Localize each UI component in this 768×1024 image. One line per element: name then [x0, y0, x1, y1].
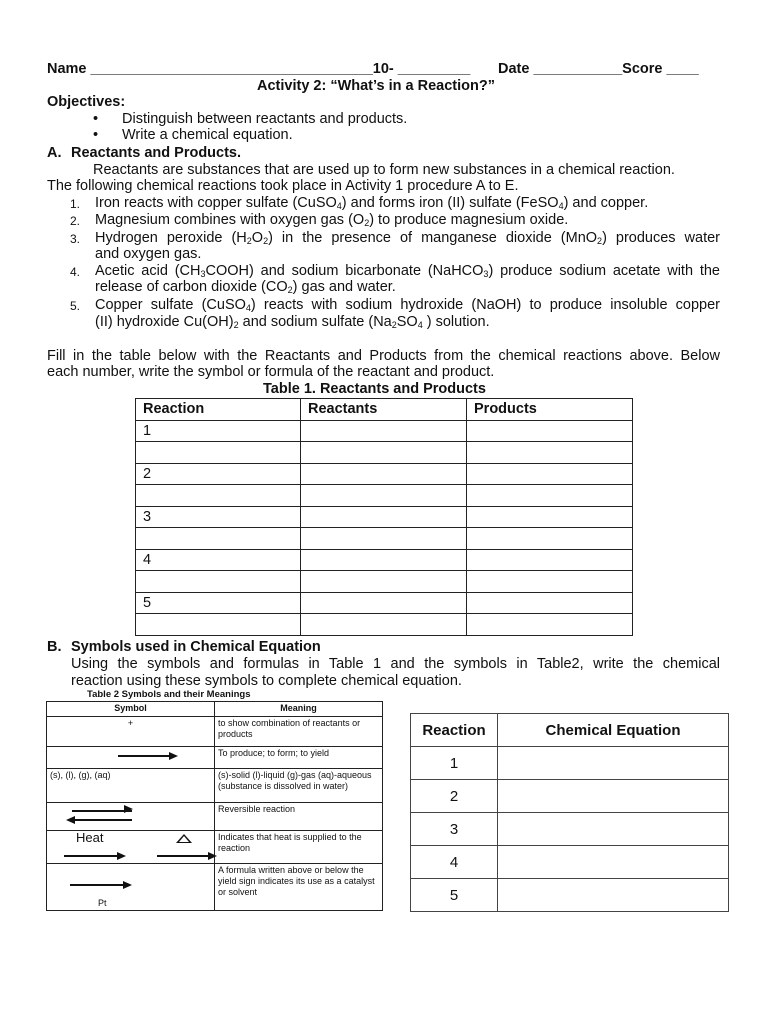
yield-arrow-icon: [70, 881, 132, 889]
activity-title: Activity 2: “What’s in a Reaction?”: [257, 78, 495, 94]
meaning-cell: A formula written above or below the yield sign indicates its use as a catalyst or solvent: [215, 864, 383, 911]
equation-cell[interactable]: [498, 813, 729, 846]
meaning-cell: to show combination of reactants or products: [215, 717, 383, 747]
fill-instructions-2: each number, write the symbol or formula of the reactant and product.: [47, 364, 495, 380]
reactants-cell[interactable]: [301, 528, 467, 550]
heat-label: Heat: [76, 830, 104, 845]
blank-cell[interactable]: [136, 485, 301, 507]
blank-cell[interactable]: [136, 528, 301, 550]
reactants-cell[interactable]: [301, 420, 467, 442]
name-line[interactable]: Name ___________________________________10- _________: [47, 61, 471, 77]
reaction-text-3: Hydrogen peroxide $(H_2O_2)$ in the presence of manganese dioxide (MnO$_2$) produces water: [95, 230, 720, 246]
reaction-number: 3.: [70, 232, 81, 246]
products-cell[interactable]: [467, 549, 633, 571]
section-a-intro: Reactants are substances that are used up to form new substances in a chemical reaction.: [93, 162, 675, 178]
section-b-letter: B.: [47, 639, 62, 655]
meaning-cell: Indicates that heat is supplied to the reaction: [215, 831, 383, 864]
products-cell[interactable]: [467, 571, 633, 593]
meaning-cell: To produce; to form; to yield: [215, 747, 383, 769]
fill-instructions: Fill in the table below with the Reactants and Products from the chemical reactions above. Below: [47, 348, 720, 364]
blank-cell[interactable]: [136, 571, 301, 593]
products-cell[interactable]: [467, 528, 633, 550]
date-score-line[interactable]: Date ___________Score ____: [498, 61, 699, 77]
reaction-number-cell: 1: [411, 747, 498, 780]
bullet-icon: •: [93, 111, 99, 127]
yield-arrow-icon: [157, 852, 217, 860]
reaction-number-cell: 5: [411, 879, 498, 912]
reaction-number-cell: 5: [136, 592, 301, 614]
reactants-cell[interactable]: [301, 614, 467, 636]
reactants-cell[interactable]: [301, 549, 467, 571]
section-a-heading: Reactants and Products.: [71, 145, 242, 161]
equation-cell[interactable]: [498, 747, 729, 780]
reactants-cell[interactable]: [301, 592, 467, 614]
products-cell[interactable]: [467, 463, 633, 485]
reactants-products-table: [135, 398, 633, 636]
reaction-text-2: Magnesium combines with oxygen gas $(O_2)$ to produce magnesium oxide.: [95, 212, 569, 228]
equation-cell[interactable]: [498, 780, 729, 813]
catalyst-symbol-cell: [47, 864, 215, 911]
section-b-heading: Symbols used in Chemical Equation: [71, 639, 321, 655]
reactants-cell[interactable]: [301, 506, 467, 528]
reactants-cell[interactable]: [301, 442, 467, 464]
symbols-table: [46, 701, 383, 911]
reaction-number-cell: 3: [411, 813, 498, 846]
products-cell[interactable]: [467, 592, 633, 614]
blank-cell[interactable]: [136, 614, 301, 636]
bullet-icon: •: [93, 127, 99, 143]
reaction-text-5: Copper sulfate (CuSO$_4$) reacts with sodium hydroxide (NaOH) to produce insoluble copper: [95, 297, 720, 313]
reaction-text-4b: release of carbon dioxide $(CO_2)$ gas and water.: [95, 279, 396, 295]
reversible-arrow-cell: [47, 803, 215, 831]
section-a-intro-2: The following chemical reactions took place in Activity 1 procedure A to E.: [47, 178, 519, 194]
table-header: Reactants: [301, 399, 467, 421]
section-b-instructions-2: reaction using these symbols to complete chemical equation.: [71, 673, 462, 689]
table2-caption: Table 2 Symbols and their Meanings: [87, 689, 251, 700]
reaction-number-cell: 4: [136, 549, 301, 571]
catalyst-label: Pt: [98, 898, 107, 908]
reaction-number-cell: 3: [136, 506, 301, 528]
products-cell[interactable]: [467, 614, 633, 636]
table-header: Reaction: [411, 714, 498, 747]
reaction-number-cell: 2: [136, 463, 301, 485]
table-header: Meaning: [215, 702, 383, 717]
objective-item: Write a chemical equation.: [122, 127, 293, 143]
chemical-equation-table: [410, 713, 729, 912]
table-header: Reaction: [136, 399, 301, 421]
table1-caption: Table 1. Reactants and Products: [263, 381, 486, 397]
reaction-text-5b: (II) hydroxide $Cu(OH)_2$ and sodium sulfate ($Na_2SO_4$ ) solution.: [95, 314, 490, 330]
section-b-instructions: Using the symbols and formulas in Table 1 and the symbols in Table2, write the chemical: [71, 656, 720, 672]
products-cell[interactable]: [467, 420, 633, 442]
reactants-cell[interactable]: [301, 463, 467, 485]
yield-arrow-icon: [118, 752, 178, 760]
reaction-number: 2.: [70, 214, 81, 228]
section-a-letter: A.: [47, 145, 62, 161]
reaction-number-cell: 1: [136, 420, 301, 442]
reaction-number: 5.: [70, 299, 81, 313]
reaction-number-cell: 4: [411, 846, 498, 879]
products-cell[interactable]: [467, 485, 633, 507]
yield-arrow-icon: [64, 852, 126, 860]
reaction-text-1: Iron reacts with copper sulfate (CuSO$_4$) and forms iron (II) sulfate (FeSO$_4$) and copper.: [95, 195, 649, 211]
yield-arrow-cell: [47, 747, 215, 769]
objective-item: Distinguish between reactants and products.: [122, 111, 408, 127]
reaction-text-4: Acetic acid $(CH_3COOH)$ and sodium bicarbonate (NaHCO$_3$) produce sodium acetate with the: [95, 263, 720, 279]
equation-cell[interactable]: [498, 879, 729, 912]
table-header: Chemical Equation: [498, 714, 729, 747]
reactants-cell[interactable]: [301, 571, 467, 593]
meaning-cell: (s)-solid (l)-liquid (g)-gas (aq)-aqueous (substance is dissolved in water): [215, 769, 383, 803]
table-header: Symbol: [47, 702, 215, 717]
reversible-arrow-icon: [50, 804, 211, 826]
reaction-number-cell: 2: [411, 780, 498, 813]
reaction-number: 4.: [70, 265, 81, 279]
states-symbol: (s), (l), (g), (aq): [47, 769, 215, 803]
equation-cell[interactable]: [498, 846, 729, 879]
meaning-cell: Reversible reaction: [215, 803, 383, 831]
blank-cell[interactable]: [136, 442, 301, 464]
plus-symbol: +: [47, 717, 215, 747]
heat-symbol-cell: [47, 831, 215, 864]
products-cell[interactable]: [467, 442, 633, 464]
reactants-cell[interactable]: [301, 485, 467, 507]
products-cell[interactable]: [467, 506, 633, 528]
table-header: Products: [467, 399, 633, 421]
reaction-text-3b: and oxygen gas.: [95, 246, 202, 262]
reaction-number: 1.: [70, 197, 81, 211]
objectives-heading: Objectives:: [47, 94, 126, 110]
